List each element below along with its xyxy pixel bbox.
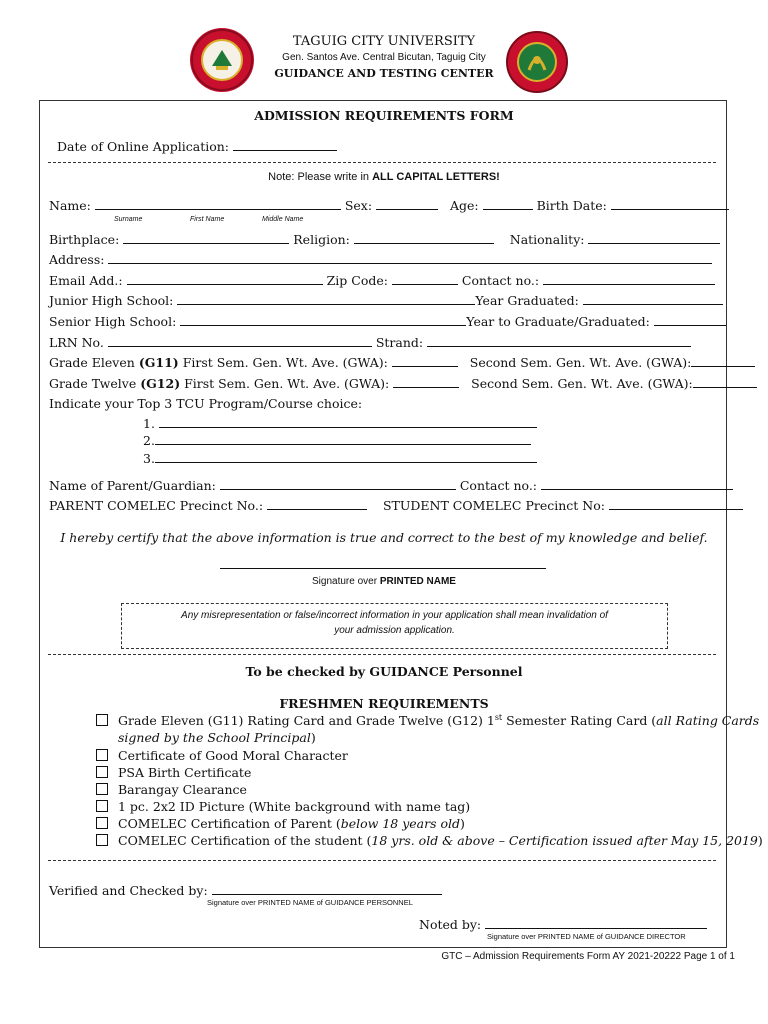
date-of-application-row <box>57 139 337 154</box>
email-row: Email Add.: Zip Code: Contact no.: <box>49 273 715 288</box>
grade-eleven-row: Grade Eleven (G11) First Sem. Gen. Wt. Ave. (GWA): Second Sem. Gen. Wt. Ave. (GWA): <box>49 355 755 370</box>
name-sub-middle: Middle Name <box>262 216 304 223</box>
divider-1 <box>48 162 716 163</box>
top3-label: Indicate your Top 3 TCU Program/Course choice: <box>49 396 363 411</box>
birthplace-field[interactable] <box>123 233 289 244</box>
noted-caption: Signature over PRINTED NAME of GUIDANCE DIRECTOR <box>487 932 686 941</box>
choice-2-row: 2. <box>143 433 531 448</box>
requirement-rating-cards-line2: signed by the School Principal) <box>118 730 316 745</box>
requirement-comelec-student: COMELEC Certification of the student (18 yrs. old & above – Certification issued after May 15, 2019) <box>96 833 763 848</box>
divider-2 <box>48 654 716 655</box>
senior-high-row: Senior High School: Year to Graduate/Graduated: <box>49 314 726 329</box>
requirement-good-moral: Certificate of Good Moral Character <box>96 748 348 763</box>
university-address: Gen. Santos Ave. Central Bicutan, Taguig City <box>282 52 486 63</box>
center-name: GUIDANCE AND TESTING CENTER <box>274 67 494 80</box>
requirement-barangay: Barangay Clearance <box>96 782 247 797</box>
checkbox-comelec-student[interactable] <box>96 834 108 846</box>
requirement-rating-cards: Grade Eleven (G11) Rating Card and Grade Twelve (G12) 1st Semester Rating Card (all Rating Cards <box>96 713 759 728</box>
grade-twelve-row: Grade Twelve (G12) First Sem. Gen. Wt. Ave. (GWA): Second Sem. Gen. Wt. Ave. (GWA): <box>49 376 757 391</box>
g12-second-gwa-field[interactable] <box>693 377 757 388</box>
choice-3-field[interactable] <box>155 452 537 463</box>
g12-first-gwa-field[interactable] <box>393 377 459 388</box>
checkbox-rating-cards[interactable] <box>96 714 108 726</box>
parent-name-field[interactable] <box>220 479 456 490</box>
applicant-signature-line[interactable] <box>220 568 546 569</box>
checkbox-barangay[interactable] <box>96 783 108 795</box>
address-row: Address: <box>49 252 712 267</box>
senior-high-field[interactable] <box>180 315 466 326</box>
freshmen-heading: FRESHMEN REQUIREMENTS <box>279 696 489 711</box>
g11-first-gwa-field[interactable] <box>392 356 458 367</box>
age-field[interactable] <box>483 199 533 210</box>
warning-line-1: Any misrepresentation or false/incorrect information in your application shall mean invalidation of <box>181 610 608 621</box>
name-sub-surname: Surname <box>114 216 143 223</box>
email-field[interactable] <box>127 274 323 285</box>
checkbox-id-picture[interactable] <box>96 800 108 812</box>
university-name: TAGUIG CITY UNIVERSITY <box>292 34 476 49</box>
parent-row: Name of Parent/Guardian: Contact no.: <box>49 478 733 493</box>
choice-3-row: 3. <box>143 451 537 466</box>
nationality-field[interactable] <box>588 233 720 244</box>
sex-field[interactable] <box>376 199 438 210</box>
verified-row: Verified and Checked by: <box>49 883 442 898</box>
name-field[interactable] <box>95 199 341 210</box>
choice-2-field[interactable] <box>155 434 531 445</box>
guidance-heading: To be checked by GUIDANCE Personnel <box>245 664 523 679</box>
date-of-application-label: Date of Online Application: <box>57 139 229 154</box>
name-row: Name: Sex: Age: Birth Date: <box>49 198 729 213</box>
requirement-comelec-parent: COMELEC Certification of Parent (below 18 years old) <box>96 816 465 831</box>
junior-high-field[interactable] <box>177 294 475 305</box>
checkbox-good-moral[interactable] <box>96 749 108 761</box>
student-comelec-field[interactable] <box>609 499 743 510</box>
warning-line-2: your admission application. <box>334 625 455 636</box>
certification-statement: I hereby certify that the above information is true and correct to the best of my knowledge and belief. <box>60 530 708 545</box>
capital-letters-note: Note: Please write in ALL CAPITAL LETTERS! <box>268 171 500 183</box>
name-sub-first: First Name <box>190 216 225 223</box>
year-to-graduate-field[interactable] <box>654 315 726 326</box>
comelec-row: PARENT COMELEC Precinct No.: STUDENT COMELEC Precinct No: <box>49 498 743 513</box>
page-footer: GTC – Admission Requirements Form AY 2021-20222 Page 1 of 1 <box>441 951 735 962</box>
strand-field[interactable] <box>427 336 691 347</box>
checkbox-comelec-parent[interactable] <box>96 817 108 829</box>
verified-signature-field[interactable] <box>212 884 442 895</box>
contact-field[interactable] <box>543 274 715 285</box>
checkbox-psa[interactable] <box>96 766 108 778</box>
lrn-row: LRN No. Strand: <box>49 335 691 350</box>
zip-code-field[interactable] <box>392 274 458 285</box>
requirement-psa: PSA Birth Certificate <box>96 765 251 780</box>
parent-comelec-field[interactable] <box>267 499 367 510</box>
birth-date-field[interactable] <box>611 199 729 210</box>
lrn-field[interactable] <box>108 336 372 347</box>
requirement-id-picture: 1 pc. 2x2 ID Picture (White background with name tag) <box>96 799 470 814</box>
noted-row: Noted by: <box>419 917 707 932</box>
year-graduated-field[interactable] <box>583 294 723 305</box>
birthplace-row: Birthplace: Religion: Nationality: <box>49 232 720 247</box>
choice-1-row: 1. <box>143 416 537 431</box>
date-of-application-field[interactable] <box>233 140 337 151</box>
address-field[interactable] <box>108 253 712 264</box>
choice-1-field[interactable] <box>159 417 537 428</box>
noted-signature-field[interactable] <box>485 918 707 929</box>
form-title: ADMISSION REQUIREMENTS FORM <box>254 108 514 123</box>
g11-second-gwa-field[interactable] <box>691 356 755 367</box>
parent-contact-field[interactable] <box>541 479 733 490</box>
junior-high-row: Junior High School: Year Graduated: <box>49 293 723 308</box>
applicant-signature-caption: Signature over PRINTED NAME <box>312 576 456 587</box>
divider-3 <box>48 860 716 861</box>
verified-caption: Signature over PRINTED NAME of GUIDANCE PERSONNEL <box>207 898 413 907</box>
religion-field[interactable] <box>354 233 494 244</box>
